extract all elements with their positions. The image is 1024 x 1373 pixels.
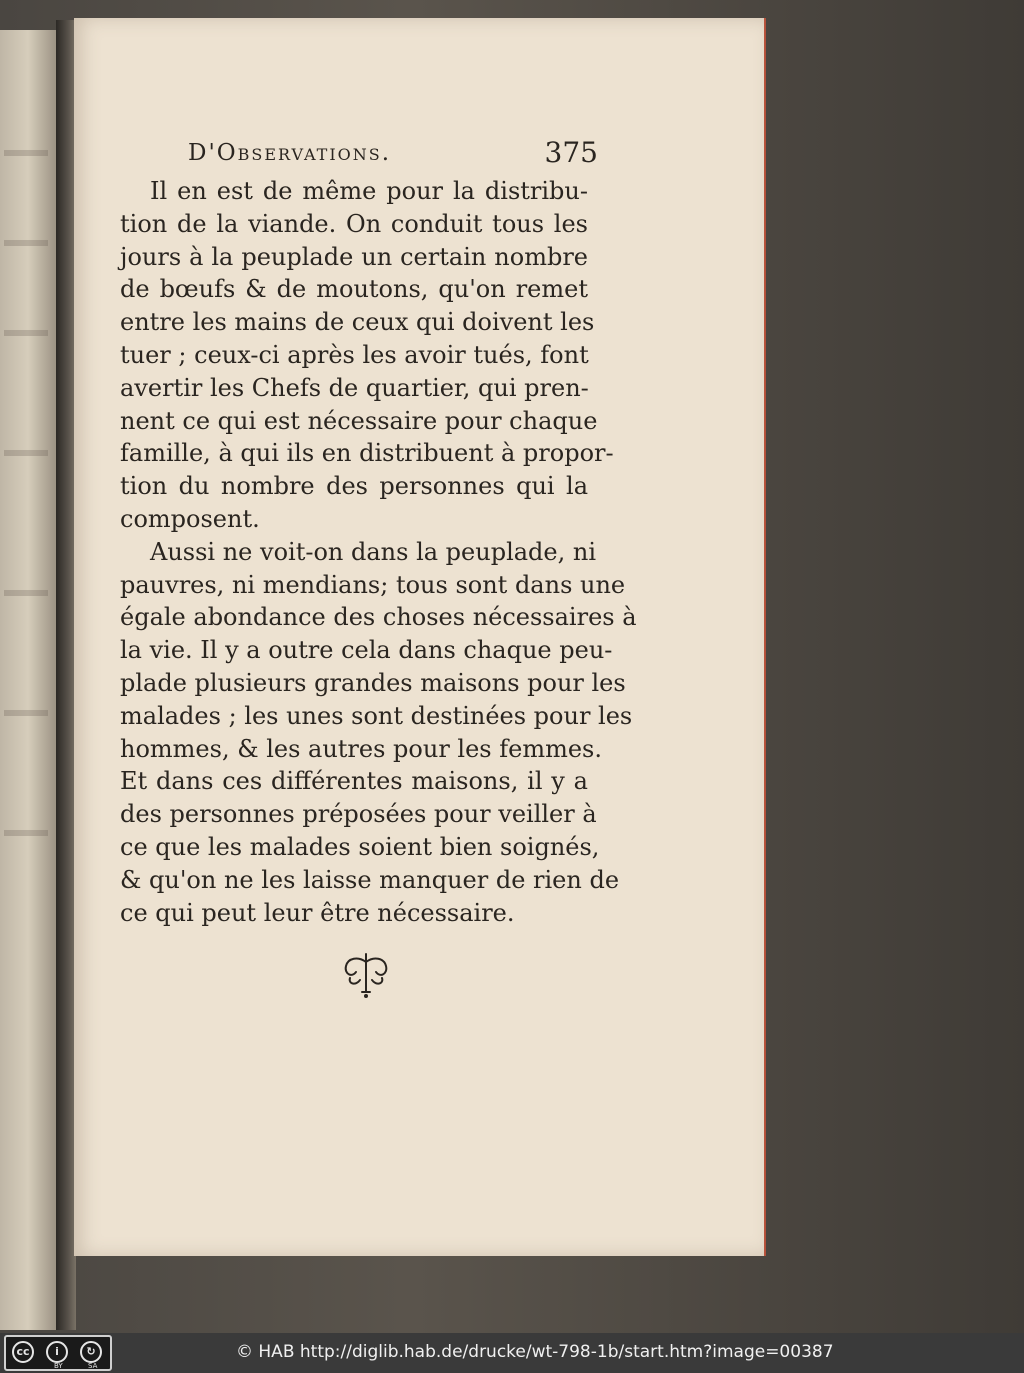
bleed-through-mark (4, 830, 48, 836)
text-line: Et dans ces différentes maisons, il y a (120, 767, 588, 796)
bleed-through-mark (4, 240, 48, 246)
cc-license-badge[interactable] (4, 1335, 112, 1371)
text-line: hommes, & les autres pour les femmes. (120, 734, 602, 763)
bleed-through-mark (4, 150, 48, 156)
bleed-through-mark (4, 450, 48, 456)
text-line: plade plusieurs grandes maisons pour les (120, 668, 626, 697)
text-line: égale abondance des choses nécessaires à (120, 603, 637, 632)
text-line: la vie. Il y a outre cela dans chaque peu- (120, 636, 613, 665)
license-sa-label: SA (88, 1362, 98, 1370)
page-number: 375 (544, 136, 598, 169)
bleed-through-mark (4, 590, 48, 596)
text-line: de bœufs & de moutons, qu'on remet (120, 275, 588, 304)
text-line: Aussi ne voit-on dans la peuplade, ni (150, 537, 597, 566)
text-line: entre les mains de ceux qui doivent les (120, 308, 595, 337)
body-text (120, 175, 637, 929)
footer-bar (0, 1333, 1024, 1373)
facing-page-edge (0, 30, 56, 1330)
sa-icon: ↻ (80, 1341, 102, 1363)
running-head (188, 136, 598, 174)
by-icon: i (46, 1341, 68, 1363)
text-line: jours à la peuplade un certain nombre (120, 242, 588, 271)
text-line: pauvres, ni mendians; tous sont dans une (120, 570, 626, 599)
paragraph-2 (120, 536, 637, 930)
text-line: tuer ; ceux-ci après les avoir tués, font (120, 340, 589, 369)
source-credit: © HAB http://diglib.hab.de/drucke/wt-798-1b/start.htm?image=00387 (236, 1342, 834, 1362)
text-line: composent. (120, 504, 260, 533)
text-line: tion du nombre des personnes qui la (120, 472, 588, 501)
license-by-label: BY (54, 1362, 63, 1370)
text-line: des personnes préposées pour veiller à (120, 800, 597, 829)
cc-icon: cc (12, 1341, 34, 1363)
text-line: avertir les Chefs de quartier, qui pren- (120, 373, 589, 402)
text-line: & qu'on ne les laisse manquer de rien de (120, 865, 620, 894)
text-line: famille, à qui ils en distribuent à propor- (120, 439, 614, 468)
text-line: ce qui peut leur être nécessaire. (120, 898, 515, 927)
bleed-through-mark (4, 330, 48, 336)
text-line: ce que les malades soient bien soignés, (120, 832, 600, 861)
text-line: nent ce qui est nécessaire pour chaque (120, 406, 598, 435)
bleed-through-mark (4, 710, 48, 716)
text-line: malades ; les unes sont destinées pour les (120, 701, 633, 730)
running-head-title: D'Observations. (188, 140, 392, 166)
fleuron-ornament-icon (336, 950, 396, 1000)
book-gutter (56, 20, 76, 1330)
paragraph-1 (120, 175, 614, 536)
text-line: tion de la viande. On conduit tous les (120, 209, 588, 238)
text-line: Il en est de même pour la distribu- (150, 177, 588, 205)
